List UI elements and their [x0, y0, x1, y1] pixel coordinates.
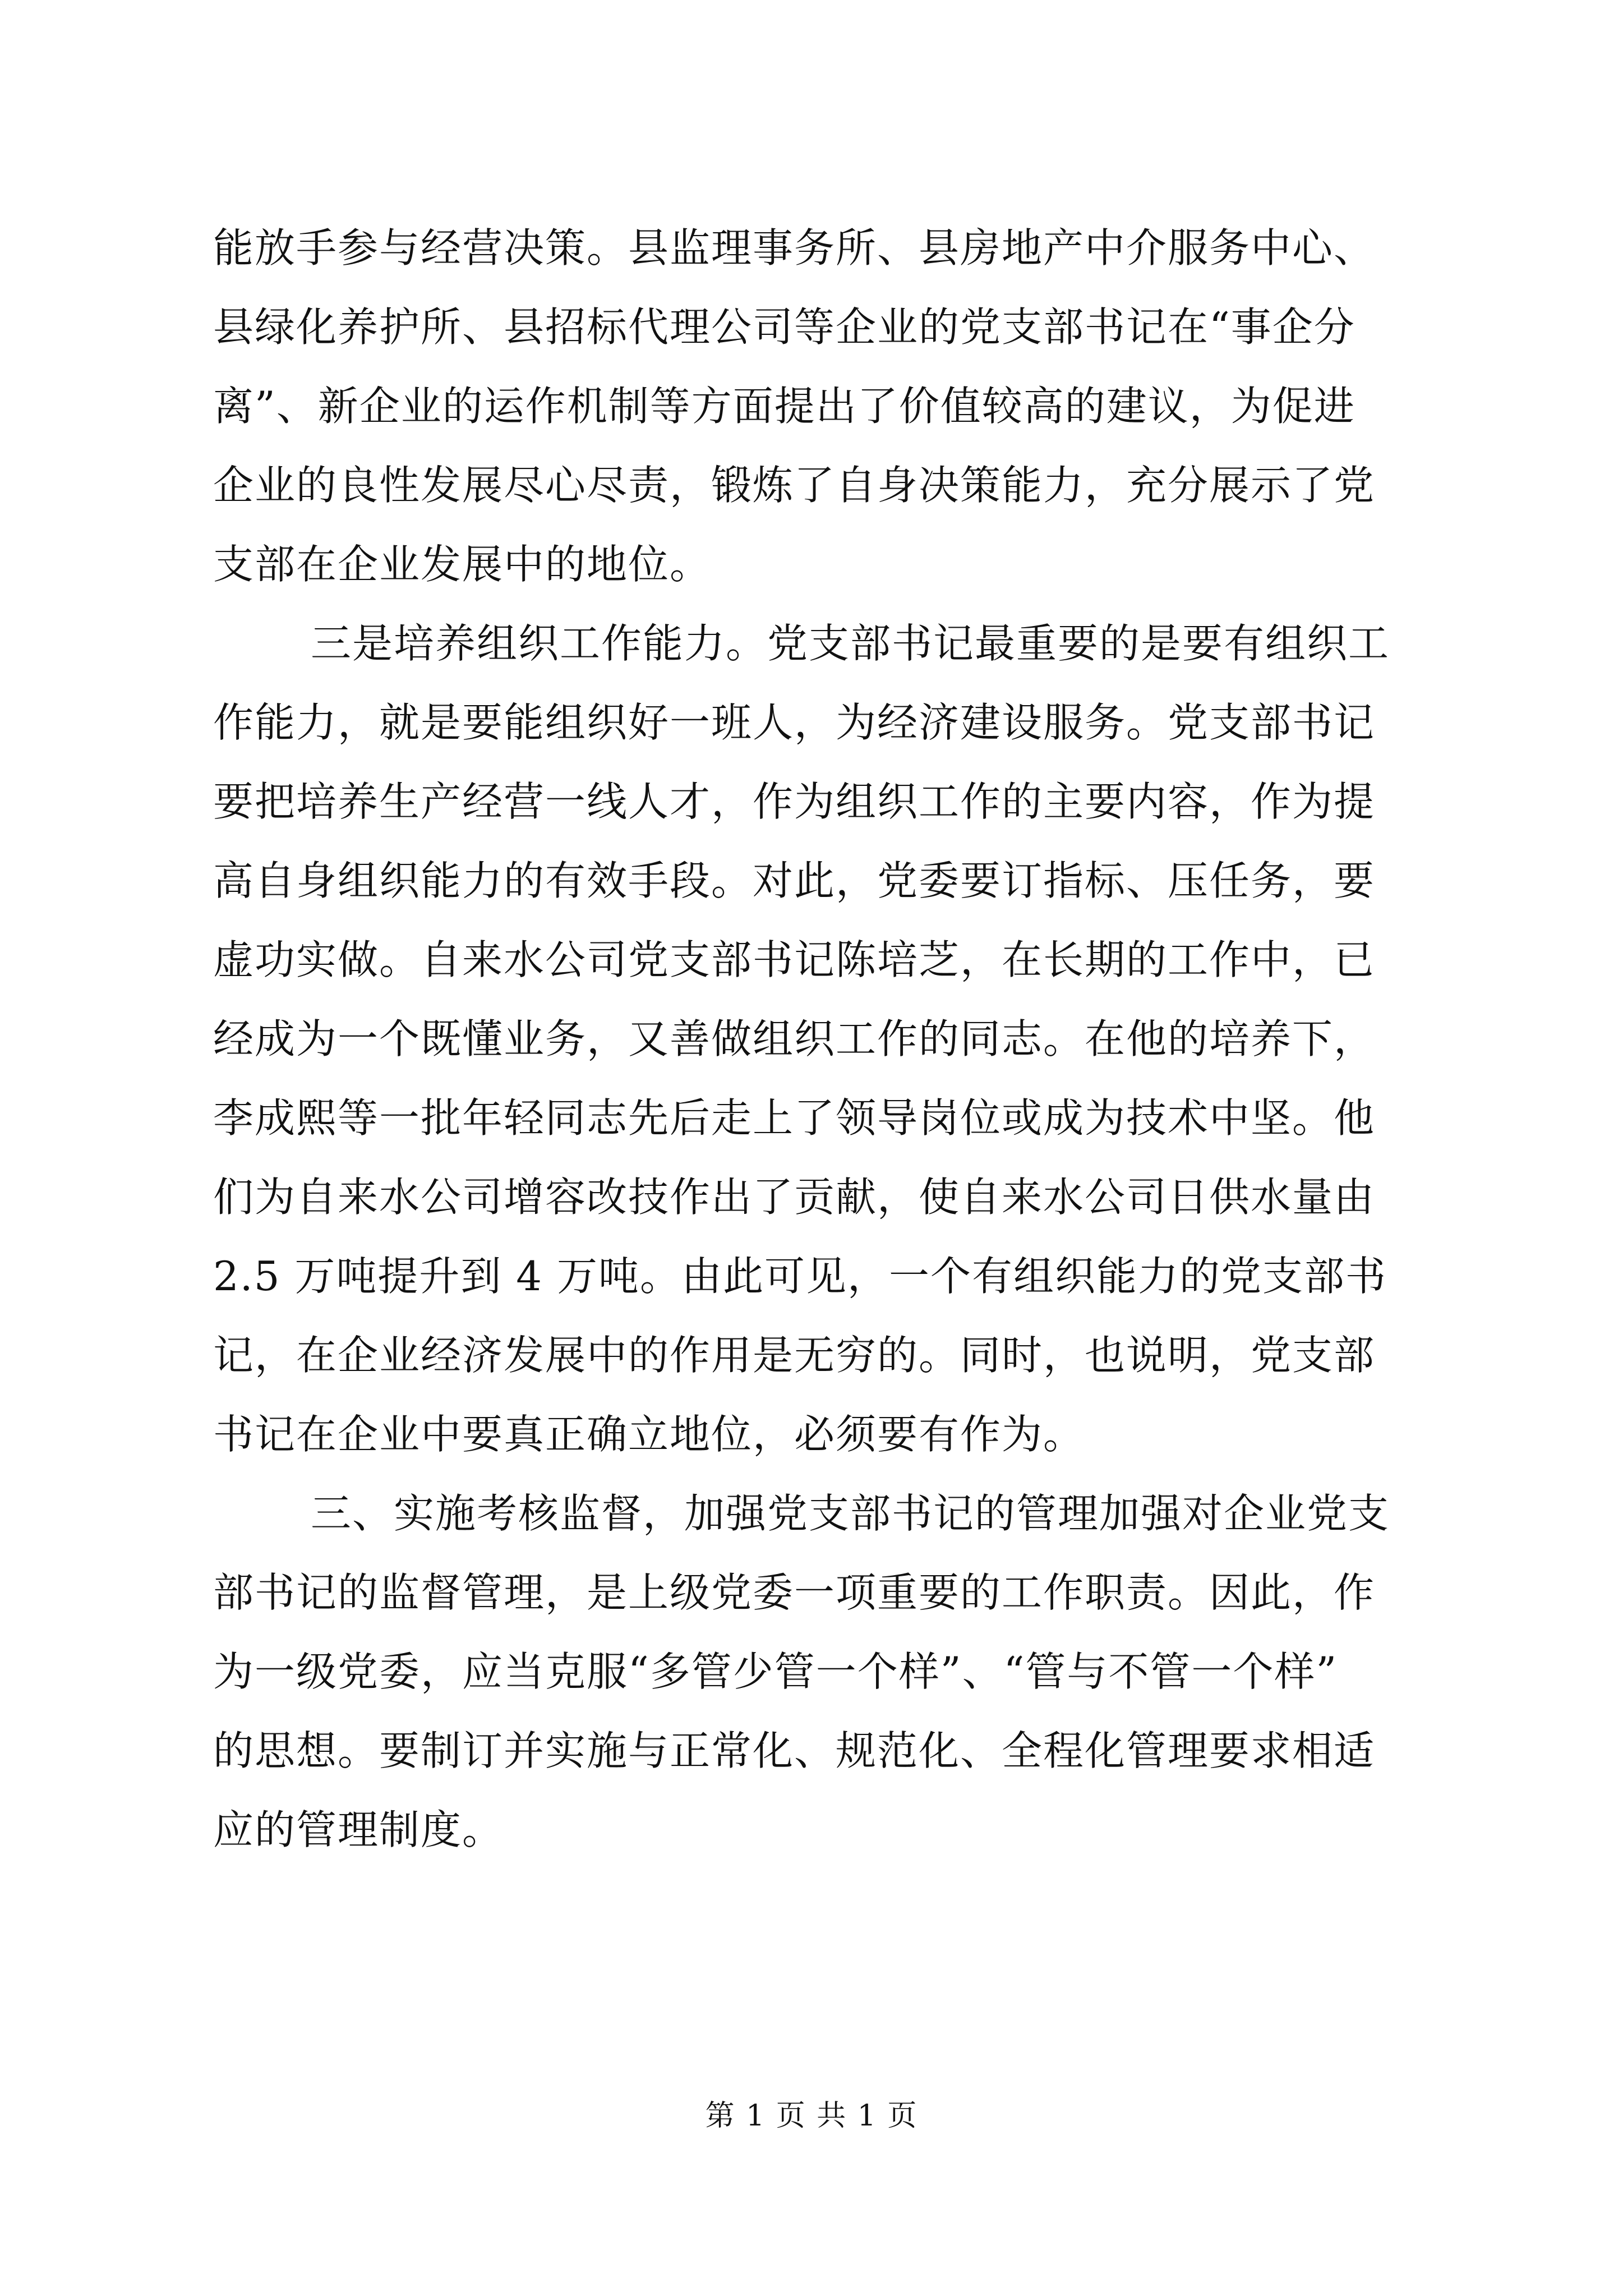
- text-line: 书记在企业中要真正确立地位，必须要有作为。: [213, 1411, 1085, 1458]
- text-line: 高自身组织能力的有效手段。对此，党委要订指标、压任务，要: [213, 857, 1376, 904]
- text-line: 2.5 万吨提升到 4 万吨。由此可见，一个有组织能力的党支部书: [213, 1253, 1387, 1300]
- text-line: 支部在企业发展中的地位。: [213, 541, 712, 588]
- text-line: 记，在企业经济发展中的作用是无穷的。同时，也说明，党支部: [213, 1332, 1376, 1379]
- text-line: 应的管理制度。: [213, 1806, 504, 1853]
- document-body: [213, 209, 1424, 1870]
- page-footer: [0, 2093, 1623, 2138]
- text-line: 部书记的监督管理，是上级党委一项重要的工作职责。因此，作: [213, 1569, 1376, 1616]
- text-line: 的思想。要制订并实施与正常化、规范化、全程化管理要求相适: [213, 1727, 1376, 1774]
- text-line: 作能力，就是要能组织好一班人，为经济建设服务。党支部书记: [213, 699, 1376, 746]
- text-line: 能放手参与经营决策。县监理事务所、县房地产中介服务中心、: [213, 224, 1376, 272]
- text-line: 县绿化养护所、县招标代理公司等企业的党支部书记在“事企分: [213, 303, 1355, 351]
- paragraph-1: [213, 209, 1424, 604]
- text-line: 离”、新企业的运作机制等方面提出了价值较高的建议，为促进: [213, 383, 1355, 430]
- page-number-label: 第 1 页 共 1 页: [705, 2099, 918, 2133]
- text-line: 企业的良性发展尽心尽责，锻炼了自身决策能力，充分展示了党: [213, 462, 1376, 509]
- text-line: 们为自来水公司增容改技作出了贡献，使自来水公司日供水量由: [213, 1174, 1376, 1221]
- text-line: 三是培养组织工作能力。党支部书记最重要的是要有组织工: [311, 620, 1390, 667]
- text-line: 要把培养生产经营一线人才，作为组织工作的主要内容，作为提: [213, 778, 1376, 825]
- text-line: 为一级党委，应当克服“多管少管一个样”、“管与不管一个样”: [213, 1648, 1338, 1695]
- paragraph-3: [213, 1474, 1424, 1870]
- text-line: 李成熙等一批年轻同志先后走上了领导岗位或成为技术中坚。他: [213, 1094, 1376, 1142]
- paragraph-2: [213, 604, 1424, 1474]
- text-line: 三、实施考核监督，加强党支部书记的管理加强对企业党支: [311, 1490, 1390, 1537]
- text-line: 虚功实做。自来水公司党支部书记陈培芝，在长期的工作中，已: [213, 936, 1376, 983]
- text-line: 经成为一个既懂业务，又善做组织工作的同志。在他的培养下，: [213, 1015, 1376, 1062]
